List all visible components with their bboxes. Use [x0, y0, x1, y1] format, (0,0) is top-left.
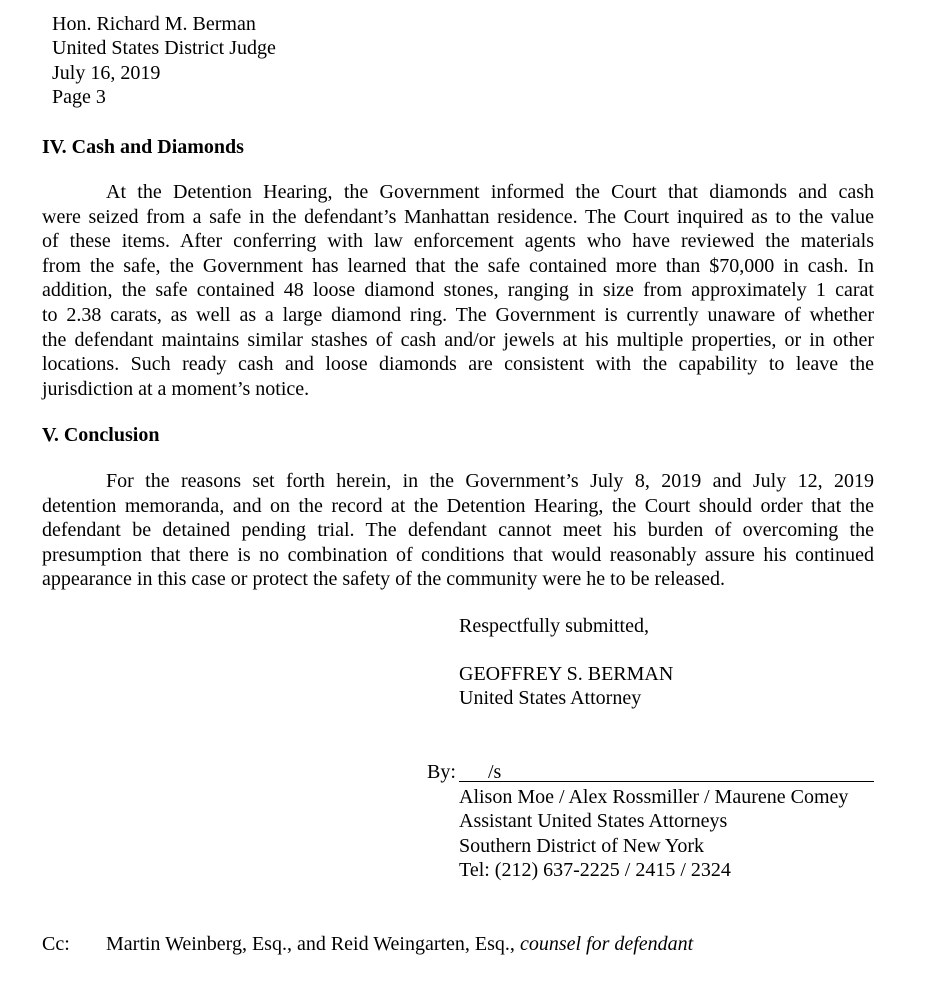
- district: Southern District of New York: [459, 835, 704, 857]
- signer-title: United States Attorney: [459, 687, 642, 709]
- text-line: locations. Such ready cash and loose diamonds are consistent with the capability to leave the: [42, 353, 874, 376]
- cc-role: counsel for defendant: [519, 933, 694, 955]
- text-line: of these items. After conferring with law enforcement agents who have reviewed the materials: [42, 230, 874, 253]
- closing: Respectfully submitted,: [459, 615, 649, 637]
- addressee-name: Hon. Richard M. Berman: [52, 13, 256, 35]
- signature-mark: /s: [488, 761, 502, 783]
- by-label: By:: [427, 761, 456, 783]
- section-heading-conclusion: V. Conclusion: [42, 424, 160, 446]
- text-line: from the safe, the Government has learned that the safe contained more than $70,000 in cash. In: [42, 254, 874, 277]
- text-line: were seized from a safe in the defendant’s Manhattan residence. The Court inquired as to the value: [42, 205, 874, 228]
- text-line: appearance in this case or protect the safety of the community were he to be released.: [42, 568, 726, 591]
- paragraph-cash-diamonds: [42, 180, 874, 401]
- text-line: detention memoranda, and on the record at the Detention Hearing, the Court should order that the: [42, 494, 874, 517]
- telephone: Tel: (212) 637-2225 / 2415 / 2324: [459, 859, 731, 881]
- text-line: defendant be detained pending trial. The defendant cannot meet his burden of overcoming the: [42, 519, 874, 542]
- cc-label: Cc:: [42, 933, 70, 955]
- text-line: to 2.38 carats, as well as a large diamond ring. The Government is currently unaware of whether: [42, 303, 874, 326]
- signature-line: [459, 781, 874, 782]
- paragraph-conclusion: [42, 469, 874, 592]
- text-line: presumption that there is no combination of conditions that would reasonably assure his continued: [42, 543, 874, 566]
- text-line: the defendant maintains similar stashes of cash and/or jewels at his multiple properties, or in other: [42, 328, 874, 351]
- page-number: Page 3: [52, 86, 106, 108]
- section-heading-cash-diamonds: IV. Cash and Diamonds: [42, 136, 244, 158]
- attorney-names: Alison Moe / Alex Rossmiller / Maurene Comey: [459, 786, 849, 808]
- text-line: At the Detention Hearing, the Government informed the Court that diamonds and cash: [106, 181, 874, 203]
- addressee-title: United States District Judge: [52, 37, 276, 59]
- attorneys-title: Assistant United States Attorneys: [459, 810, 728, 832]
- text-line: addition, the safe contained 48 loose diamond stones, ranging in size from approximately 1 carat: [42, 279, 874, 302]
- signer-name: GEOFFREY S. BERMAN: [459, 663, 674, 685]
- cc-recipients: [106, 932, 693, 956]
- text-line: jurisdiction at a moment’s notice.: [42, 377, 310, 400]
- letter-date: July 16, 2019: [52, 62, 161, 84]
- cc-text: Martin Weinberg, Esq., and Reid Weingarten, Esq.,: [106, 933, 520, 955]
- text-line: For the reasons set forth herein, in the Government’s July 8, 2019 and July 12, 2019: [106, 470, 874, 492]
